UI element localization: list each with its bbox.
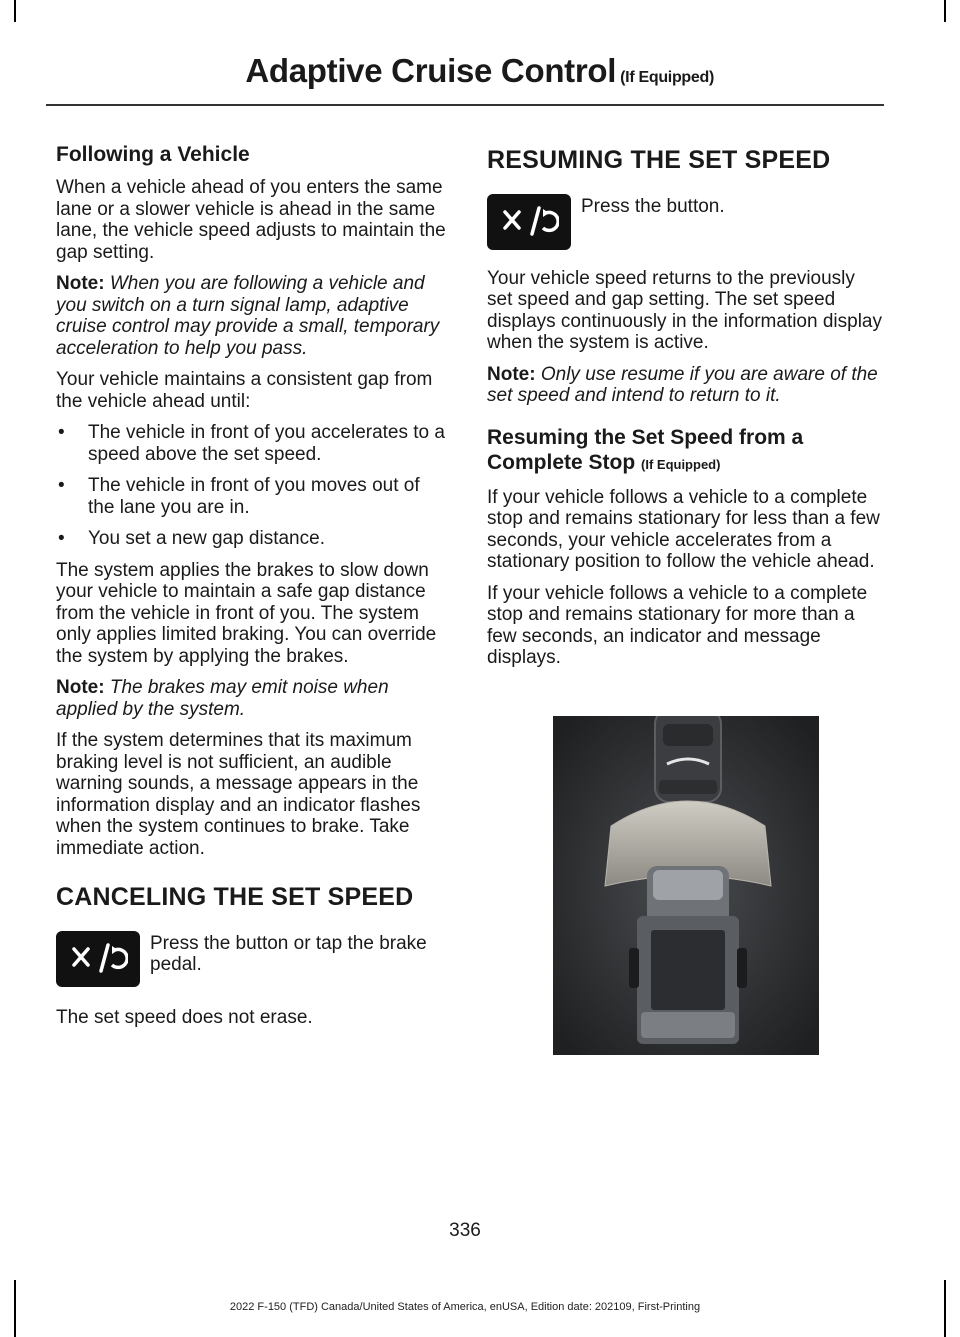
bullet: • [58,422,65,443]
list-item [56,528,451,550]
paragraph: If the system determines that its maximum braking level is not sufficient, an audible warning sounds, a message appears in the information display and an indicator flashes when the system continues to brake. Take immediate action. [56,730,421,859]
paragraph: When a vehicle ahead of you enters the same lane or a slower vehicle is ahead in the same lane, the vehicle speed adjusts to maintain the gap setting. [56,177,446,263]
cancel-button-text: Press the button or tap the brake pedal. [150,932,427,975]
bullet-list [56,422,451,550]
note [487,364,882,407]
page-header [245,52,714,90]
sub-heading-suffix: (If Equipped) [641,456,721,472]
paragraph: If your vehicle follows a vehicle to a complete stop and remains stationary for more than a few seconds, an indicator and message displays. [487,582,868,668]
list-item-text: The vehicle in front of you accelerates to a speed above the set speed. [88,422,445,465]
list-item [56,422,451,465]
list-item-text: You set a new gap distance. [88,528,325,549]
following-vehicle-illustration [553,716,819,1055]
resume-instruction [487,194,882,250]
right-column [487,142,882,679]
header-rule [46,104,884,106]
note-label: Note: [56,273,105,294]
bullet: • [58,528,65,549]
bullet: • [58,475,65,496]
crop-mark [944,1280,946,1337]
cancel-instruction [56,931,451,987]
note-text: The brakes may emit noise when applied by the system. [56,677,389,720]
left-column [56,142,451,1038]
note-label: Note: [487,363,536,385]
note [56,273,451,359]
resume-button-text: Press the button. [581,195,725,217]
paragraph: The system applies the brakes to slow down your vehicle to maintain a safe gap distance from the vehicle in front of you. The system only applies limited braking. You can override the system by applying the brakes. [56,559,437,667]
cancel-resume-icon [56,931,140,987]
paragraph: Your vehicle maintains a consistent gap from the vehicle ahead until: [56,369,433,412]
sub-heading-text: Resuming the Set Speed from a Complete Stop [487,425,804,474]
header-suffix: (If Equipped) [620,69,714,86]
note-text: Only use resume if you are aware of the set speed and intend to return to it. [487,363,878,406]
cancel-heading: CANCELING THE SET SPEED [56,883,414,911]
cancel-resume-icon [487,194,571,250]
note-label: Note: [56,677,105,698]
following-heading: Following a Vehicle [56,143,250,166]
header-title: Adaptive Cruise Control [245,52,617,89]
paragraph: The set speed does not erase. [56,1006,313,1028]
note-text: When you are following a vehicle and you switch on a turn signal lamp, adaptive cruise control may provide a small, temporary acceleration to help you pass. [56,273,440,359]
page-number: 336 [449,1220,481,1241]
paragraph: If your vehicle follows a vehicle to a complete stop and remains stationary for less than a few seconds, your vehicle accelerates from a stationary position to follow the vehicle ahead. [487,486,880,572]
resume-stop-heading [487,425,882,477]
crop-mark [944,0,946,22]
crop-mark [14,0,16,22]
paragraph: Your vehicle speed returns to the previously set speed and gap setting. The set speed displays continuously in the information display when the system is active. [487,267,882,353]
resume-heading: RESUMING THE SET SPEED [487,146,831,174]
list-item-text: The vehicle in front of you moves out of the lane you are in. [88,475,420,518]
list-item [56,475,451,518]
note [56,677,451,720]
footer: 2022 F-150 (TFD) Canada/United States of America, enUSA, Edition date: 202109, First-Printing [229,1301,701,1313]
